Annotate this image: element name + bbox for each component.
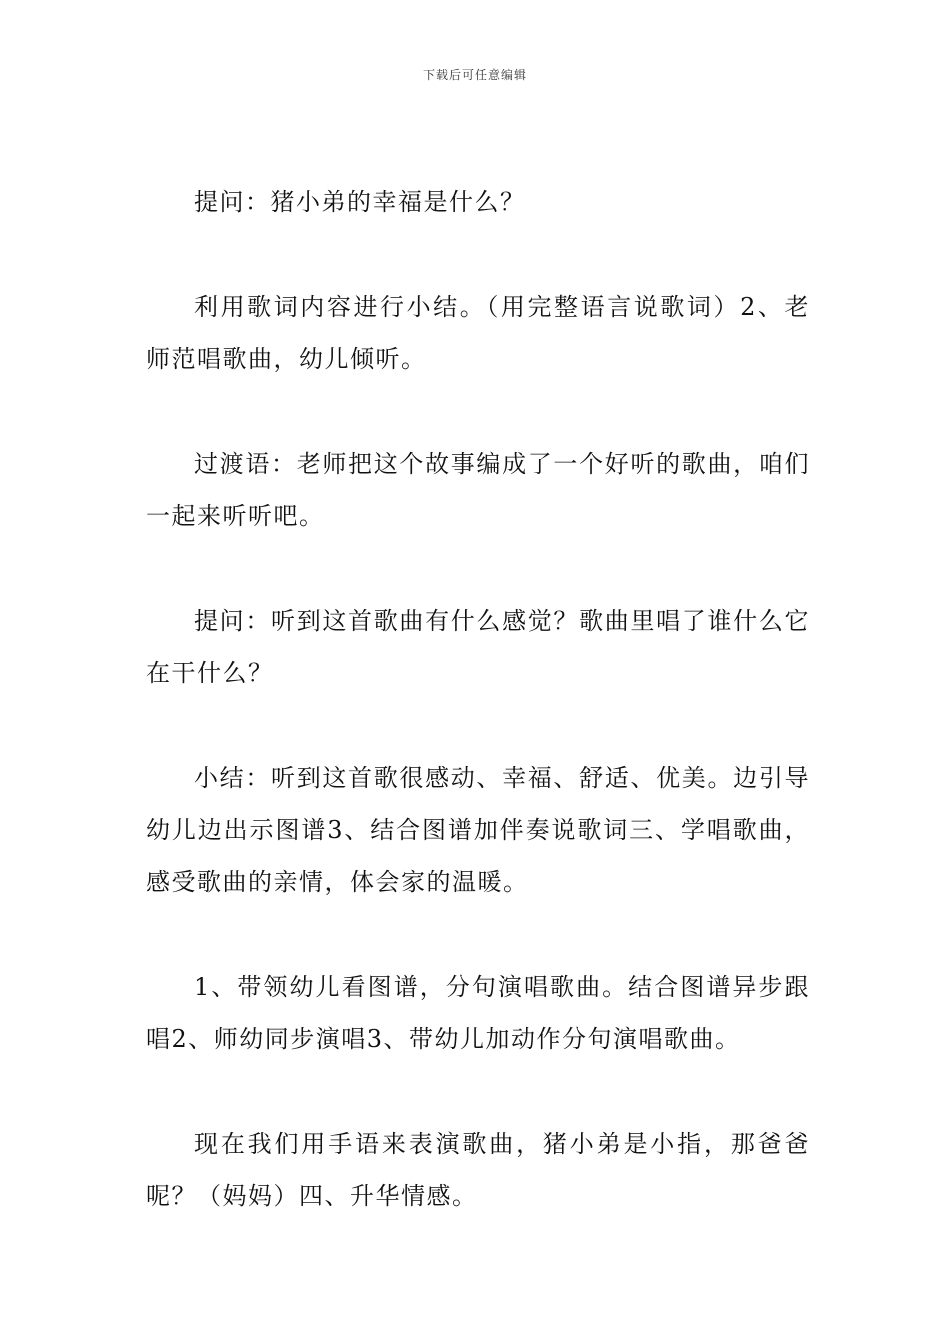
paragraph-sign-language: 现在我们用手语来表演歌曲，猪小弟是小指，那爸爸呢？（妈妈）四、升华情感。 [146, 1130, 810, 1210]
paragraph-summary-lyrics: 利用歌词内容进行小结。（用完整语言说歌词）2、老师范唱歌曲，幼儿倾听。 [146, 293, 810, 373]
paragraph-question-happiness: 提问：猪小弟的幸福是什么？ [194, 188, 526, 216]
paragraph-singing-steps: 1、带领幼儿看图谱，分句演唱歌曲。结合图谱异步跟唱2、师幼同步演唱3、带幼儿加动作分句演唱歌曲。 [146, 973, 810, 1053]
paragraph-question-feeling: 提问：听到这首歌曲有什么感觉？歌曲里唱了谁什么它在干什么？ [146, 607, 810, 687]
paragraph-summary-feeling: 小结：听到这首歌很感动、幸福、舒适、优美。边引导幼儿边出示图谱3、结合图谱加伴奏说歌词三、学唱歌曲，感受歌曲的亲情，体会家的温暖。 [146, 764, 810, 896]
document-body [146, 176, 810, 1275]
page-header-note: 下载后可任意编辑 [422, 68, 527, 82]
paragraph-transition: 过渡语：老师把这个故事编成了一个好听的歌曲，咱们一起来听听吧。 [146, 450, 810, 530]
